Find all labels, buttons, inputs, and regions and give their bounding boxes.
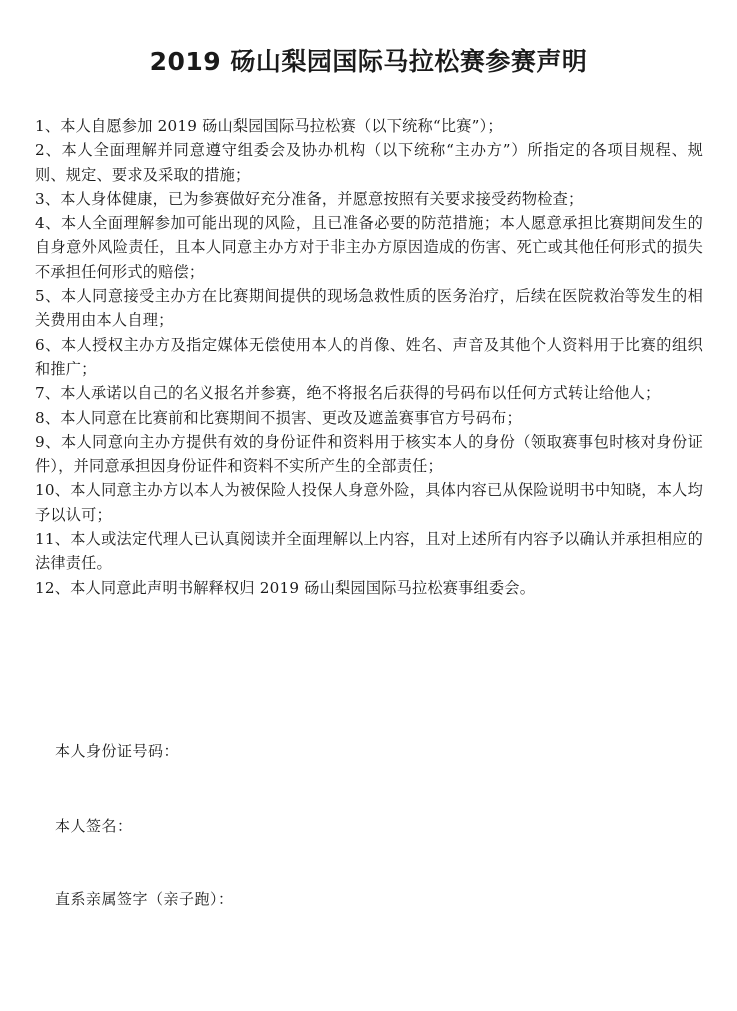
self-signature-label: 本人签名： [55,817,133,835]
clause-10: 10、本人同意主办方以本人为被保险人投保人身意外险，具体内容已从保险说明书中知晓，本人均予以认可； [35,481,703,524]
clause-2: 2、本人全面理解并同意遵守组委会及协办机构（以下统称“主办方”）所指定的各项目规程、规则、规定、要求及采取的措施； [35,141,703,184]
clause-5: 5、本人同意接受主办方在比赛期间提供的现场急救性质的医务治疗，后续在医院救治等发生的相关费用由本人自理； [35,287,703,330]
clause-4: 4、本人全面理解参加可能出现的风险，且已准备必要的防范措施；本人愿意承担比赛期间发生的自身意外风险责任，且本人同意主办方对于非主办方原因造成的伤害、死亡或其他任何形式的损失不承担任何形式的赔偿； [35,214,703,281]
clause-1: 1、本人自愿参加 2019 砀山梨园国际马拉松赛（以下统称“比赛”）； [35,117,503,135]
document-title: 2019 砀山梨园国际马拉松赛参赛声明 [149,47,588,76]
relative-signature-label: 直系亲属签字（亲子跑）： [55,890,234,908]
id-number-label: 本人身份证号码： [55,742,180,760]
clause-3: 3、本人身体健康，已为参赛做好充分准备，并愿意按照有关要求接受药物检查； [35,189,584,208]
clause-9: 9、本人同意向主办方提供有效的身份证件和资料用于核实本人的身份（领取赛事包时核对身份证件），并同意承担因身份证件和资料不实所产生的全部责任； [35,432,703,476]
clause-8: 8、本人同意在比赛前和比赛期间不损害、更改及遮盖赛事官方号码布； [35,408,522,427]
clause-12: 12、本人同意此声明书解释权归 2019 砀山梨园国际马拉松赛事组委会。 [35,578,536,597]
clause-7: 7、本人承诺以自己的名义报名并参赛，绝不将报名后获得的号码布以任何方式转让给他人； [35,384,661,403]
clause-11: 11、本人或法定代理人已认真阅读并全面理解以上内容，且对上述所有内容予以确认并承担相应的法律责任。 [35,530,703,573]
clause-6: 6、本人授权主办方及指定媒体无偿使用本人的肖像、姓名、声音及其他个人资料用于比赛的组织和推广； [35,335,703,378]
clause-list [35,114,703,600]
